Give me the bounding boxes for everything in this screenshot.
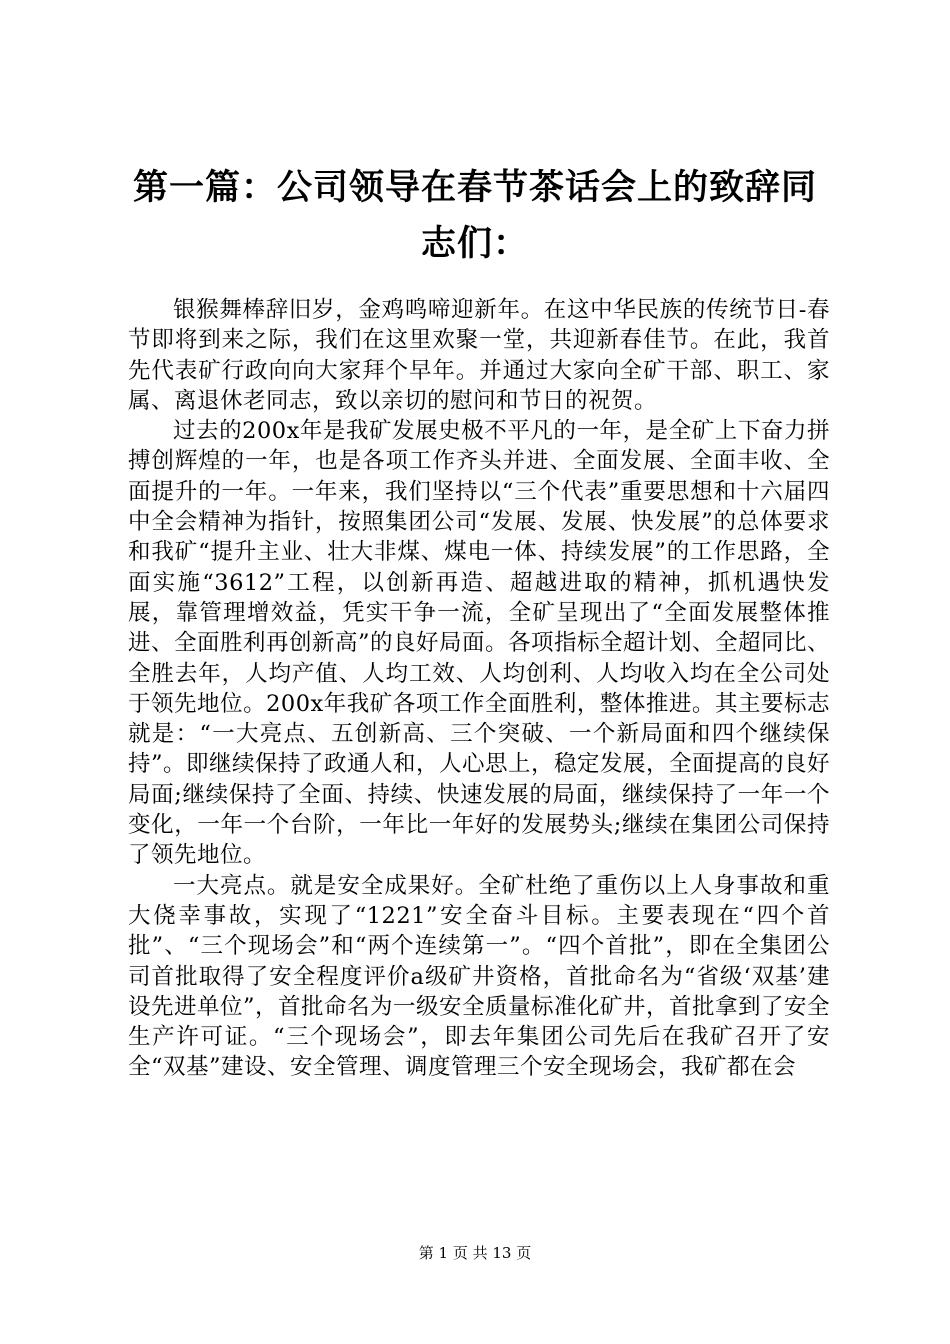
paragraph-3: 一大亮点。就是安全成果好。全矿杜绝了重伤以上人身事故和重大侥幸事故，实现了“1221”安全奋斗目标。主要表现在“四个首批”、“三个现场会”和“两个连续第一”。“四个首批”，即在全集团公司首批取得了安全程度评价a级矿井资格，首批命名为“省级‘双基’建设先进单位”，首批命名为一级安全质量标准化矿井，首批拿到了安全生产许可证。“三个现场会”，即去年集团公司先后在我矿召开了安全“双基”建设、安全管理、调度管理三个安全现场会，我矿都在会 bbox=[128, 872, 831, 1081]
document-title: 第一篇：公司领导在春节茶话会上的致辞同志们： bbox=[132, 167, 817, 264]
page-footer: 第 1 页 共 13 页 bbox=[418, 1244, 532, 1262]
document-body bbox=[128, 295, 830, 1083]
paragraph-2: 过去的200x年是我矿发展史极不平凡的一年，是全矿上下奋力拼搏创辉煌的一年，也是各项工作齐头并进、全面发展、全面丰收、全面提升的一年。一年来，我们坚持以“三个代表”重要思想和十六届四中全会精神为指针，按照集团公司“发展、发展、快发展”的总体要求和我矿“提升主业、壮大非煤、煤电一体、持续发展”的工作思路，全面实施“3612”工程，以创新再造、超越进取的精神，抓机遇快发展，靠管理增效益，凭实干争一流，全矿呈现出了“全面发展整体推进、全面胜利再创新高”的良好局面。各项指标全超计划、全超同比、全胜去年，人均产值、人均工效、人均创利、人均收入均在全公司处于领先地位。200x年我矿各项工作全面胜利，整体推进。其主要标志就是：“一大亮点、五创新高、三个突破、一个新局面和四个继续保持”。即继续保持了政通人和，人心思上，稳定发展，全面提高的良好局面;继续保持了全面、持续、快速发展的局面，继续保持了一年一个变化，一年一个台阶，一年比一年好的发展势头;继续在集团公司保持了领先地位。 bbox=[128, 418, 831, 869]
paragraph-1: 银猴舞棒辞旧岁，金鸡鸣啼迎新年。在这中华民族的传统节日-春节即将到来之际，我们在这里欢聚一堂，共迎新春佳节。在此，我首先代表矿行政向向大家拜个早年。并通过大家向全矿干部、职工、家属、离退休老同志，致以亲切的慰问和节日的祝贺。 bbox=[128, 297, 830, 414]
